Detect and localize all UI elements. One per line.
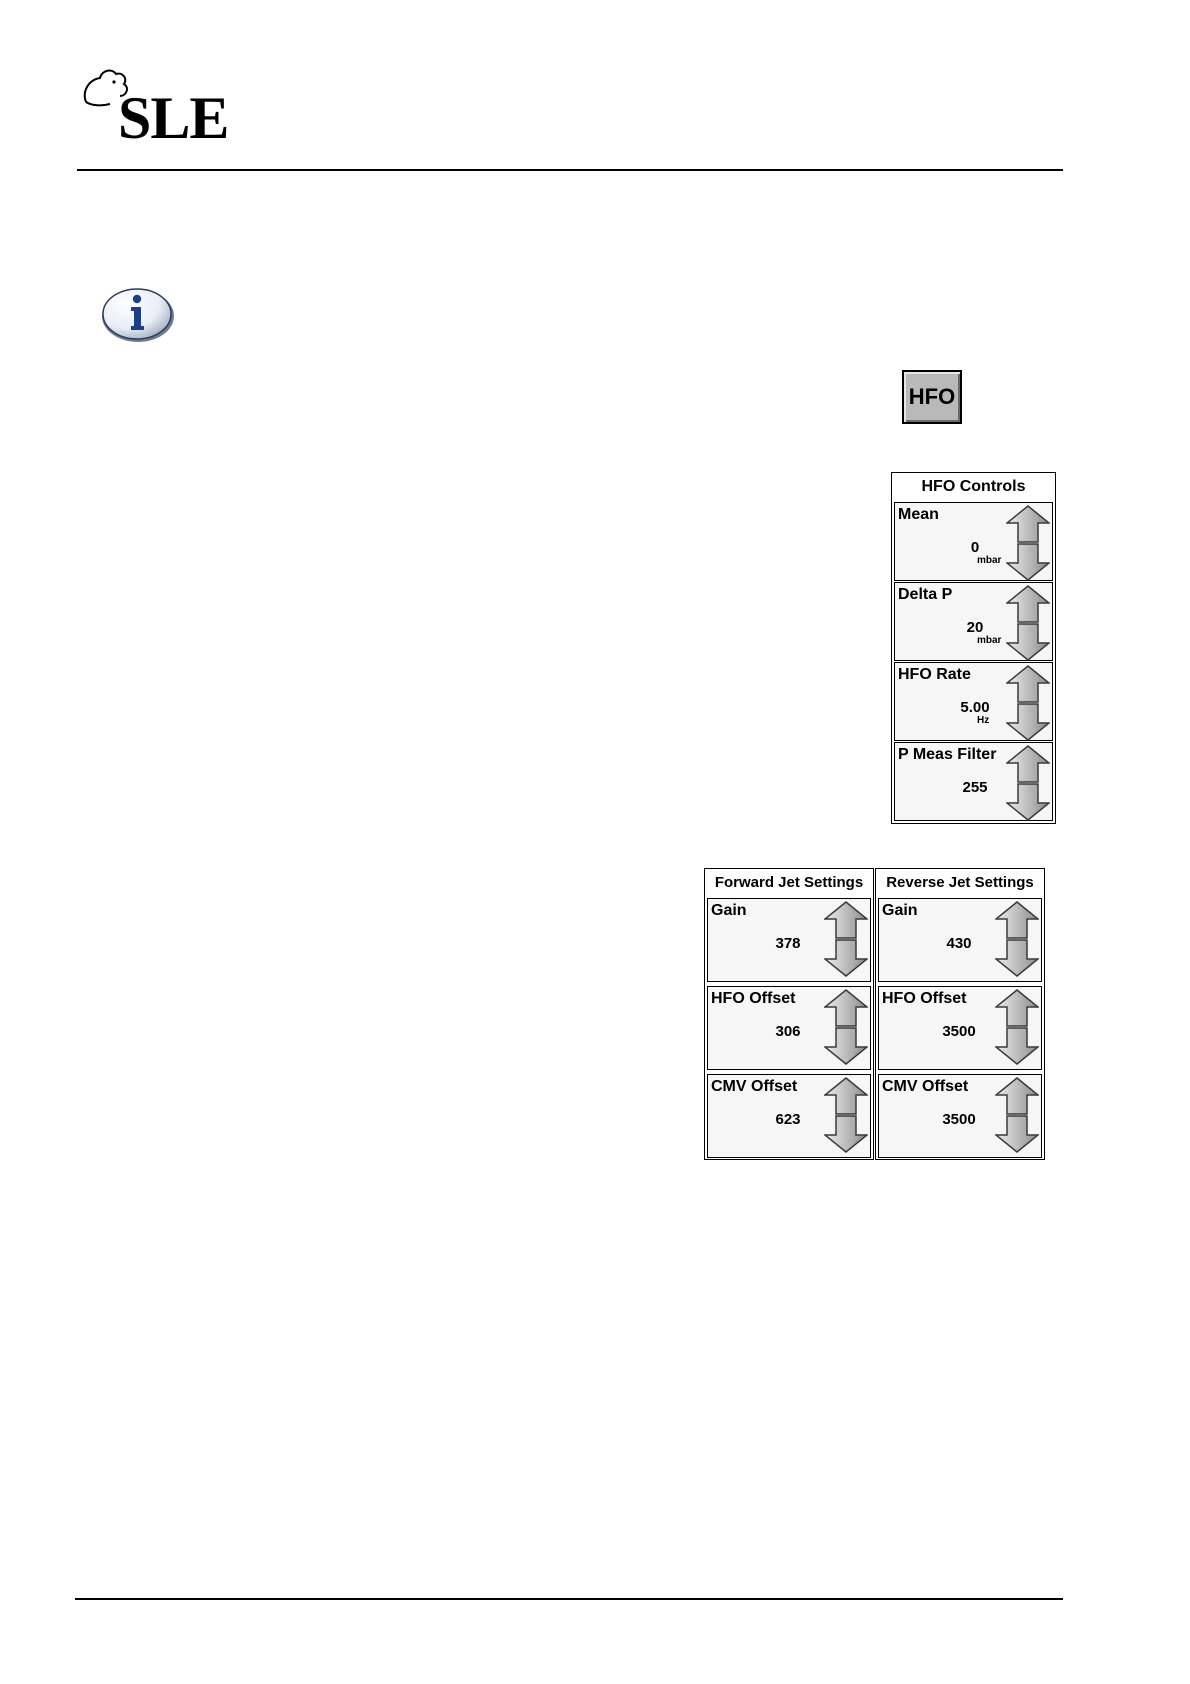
stepper-arrows [824, 901, 868, 977]
decrease-arrow-icon[interactable] [824, 939, 868, 977]
stepper-arrows [995, 989, 1039, 1065]
setting-label: Gain [711, 902, 747, 919]
stepper-arrows [995, 1077, 1039, 1153]
decrease-arrow-icon[interactable] [995, 1115, 1039, 1153]
setting-value: 255 [962, 779, 988, 796]
reverse-jet-title: Reverse Jet Settings [886, 874, 1034, 891]
stepper-arrows [1006, 745, 1050, 821]
stepper-arrows [824, 989, 868, 1065]
increase-arrow-icon[interactable] [1006, 745, 1050, 783]
decrease-arrow-icon[interactable] [1006, 783, 1050, 821]
hfo-controls-panel [891, 472, 1056, 824]
decrease-arrow-icon[interactable] [1006, 703, 1050, 741]
stepper-arrows [995, 901, 1039, 977]
increase-arrow-icon[interactable] [1006, 505, 1050, 543]
setting-unit: Hz [977, 715, 990, 726]
stepper-arrows [824, 1077, 868, 1153]
hfo-mode-button[interactable]: HFO [902, 370, 962, 424]
increase-arrow-icon[interactable] [824, 989, 868, 1027]
sle-logo [80, 62, 255, 152]
forward-jet-title: Forward Jet Settings [714, 874, 864, 891]
setting-unit: mbar [977, 555, 1002, 566]
decrease-arrow-icon[interactable] [995, 1027, 1039, 1065]
setting-value: 3500 [942, 1111, 976, 1128]
increase-arrow-icon[interactable] [824, 1077, 868, 1115]
setting-label: Mean [898, 506, 939, 523]
forward-jet-gain[interactable] [707, 898, 871, 982]
increase-arrow-icon[interactable] [995, 901, 1039, 939]
hfo-control-hfo-rate[interactable] [894, 662, 1053, 741]
decrease-arrow-icon[interactable] [995, 939, 1039, 977]
logo-text: SLE [118, 85, 229, 151]
setting-value: 430 [946, 935, 972, 952]
setting-value: 5.00 [960, 699, 990, 716]
decrease-arrow-icon[interactable] [824, 1115, 868, 1153]
footer-divider [75, 1598, 1063, 1600]
increase-arrow-icon[interactable] [1006, 585, 1050, 623]
hfo-control-delta-p[interactable] [894, 582, 1053, 661]
reverse-jet-gain[interactable] [878, 898, 1042, 982]
forward-jet-settings [704, 868, 874, 1160]
stepper-arrows [1006, 505, 1050, 581]
increase-arrow-icon[interactable] [1006, 665, 1050, 703]
reverse-jet-cmv-offset[interactable] [878, 1074, 1042, 1158]
hfo-control-mean[interactable] [894, 502, 1053, 581]
forward-jet-hfo-offset[interactable] [707, 986, 871, 1070]
stepper-arrows [1006, 665, 1050, 741]
setting-unit: mbar [977, 635, 1002, 646]
reverse-jet-settings [875, 868, 1045, 1160]
hfo-control-p-meas-filter[interactable] [894, 742, 1053, 821]
decrease-arrow-icon[interactable] [1006, 623, 1050, 661]
setting-value: 0 [970, 539, 980, 556]
setting-label: HFO Rate [898, 666, 971, 683]
setting-value: 3500 [942, 1023, 976, 1040]
forward-jet-cmv-offset[interactable] [707, 1074, 871, 1158]
setting-label: HFO Offset [711, 990, 796, 1007]
stepper-arrows [1006, 585, 1050, 661]
setting-label: CMV Offset [711, 1078, 798, 1095]
header-divider [77, 169, 1063, 171]
setting-value: 306 [775, 1023, 801, 1040]
setting-label: Delta P [898, 586, 953, 603]
reverse-jet-hfo-offset[interactable] [878, 986, 1042, 1070]
setting-label: CMV Offset [882, 1078, 969, 1095]
setting-value: 20 [966, 619, 984, 636]
setting-label: HFO Offset [882, 990, 967, 1007]
info-icon [100, 286, 176, 344]
hfo-controls-title: HFO Controls [921, 478, 1026, 495]
increase-arrow-icon[interactable] [995, 989, 1039, 1027]
decrease-arrow-icon[interactable] [824, 1027, 868, 1065]
increase-arrow-icon[interactable] [824, 901, 868, 939]
setting-label: Gain [882, 902, 918, 919]
setting-value: 378 [775, 935, 801, 952]
jet-settings-panel [704, 868, 1046, 1160]
increase-arrow-icon[interactable] [995, 1077, 1039, 1115]
decrease-arrow-icon[interactable] [1006, 543, 1050, 581]
setting-label: P Meas Filter [898, 746, 997, 763]
setting-value: 623 [775, 1111, 801, 1128]
